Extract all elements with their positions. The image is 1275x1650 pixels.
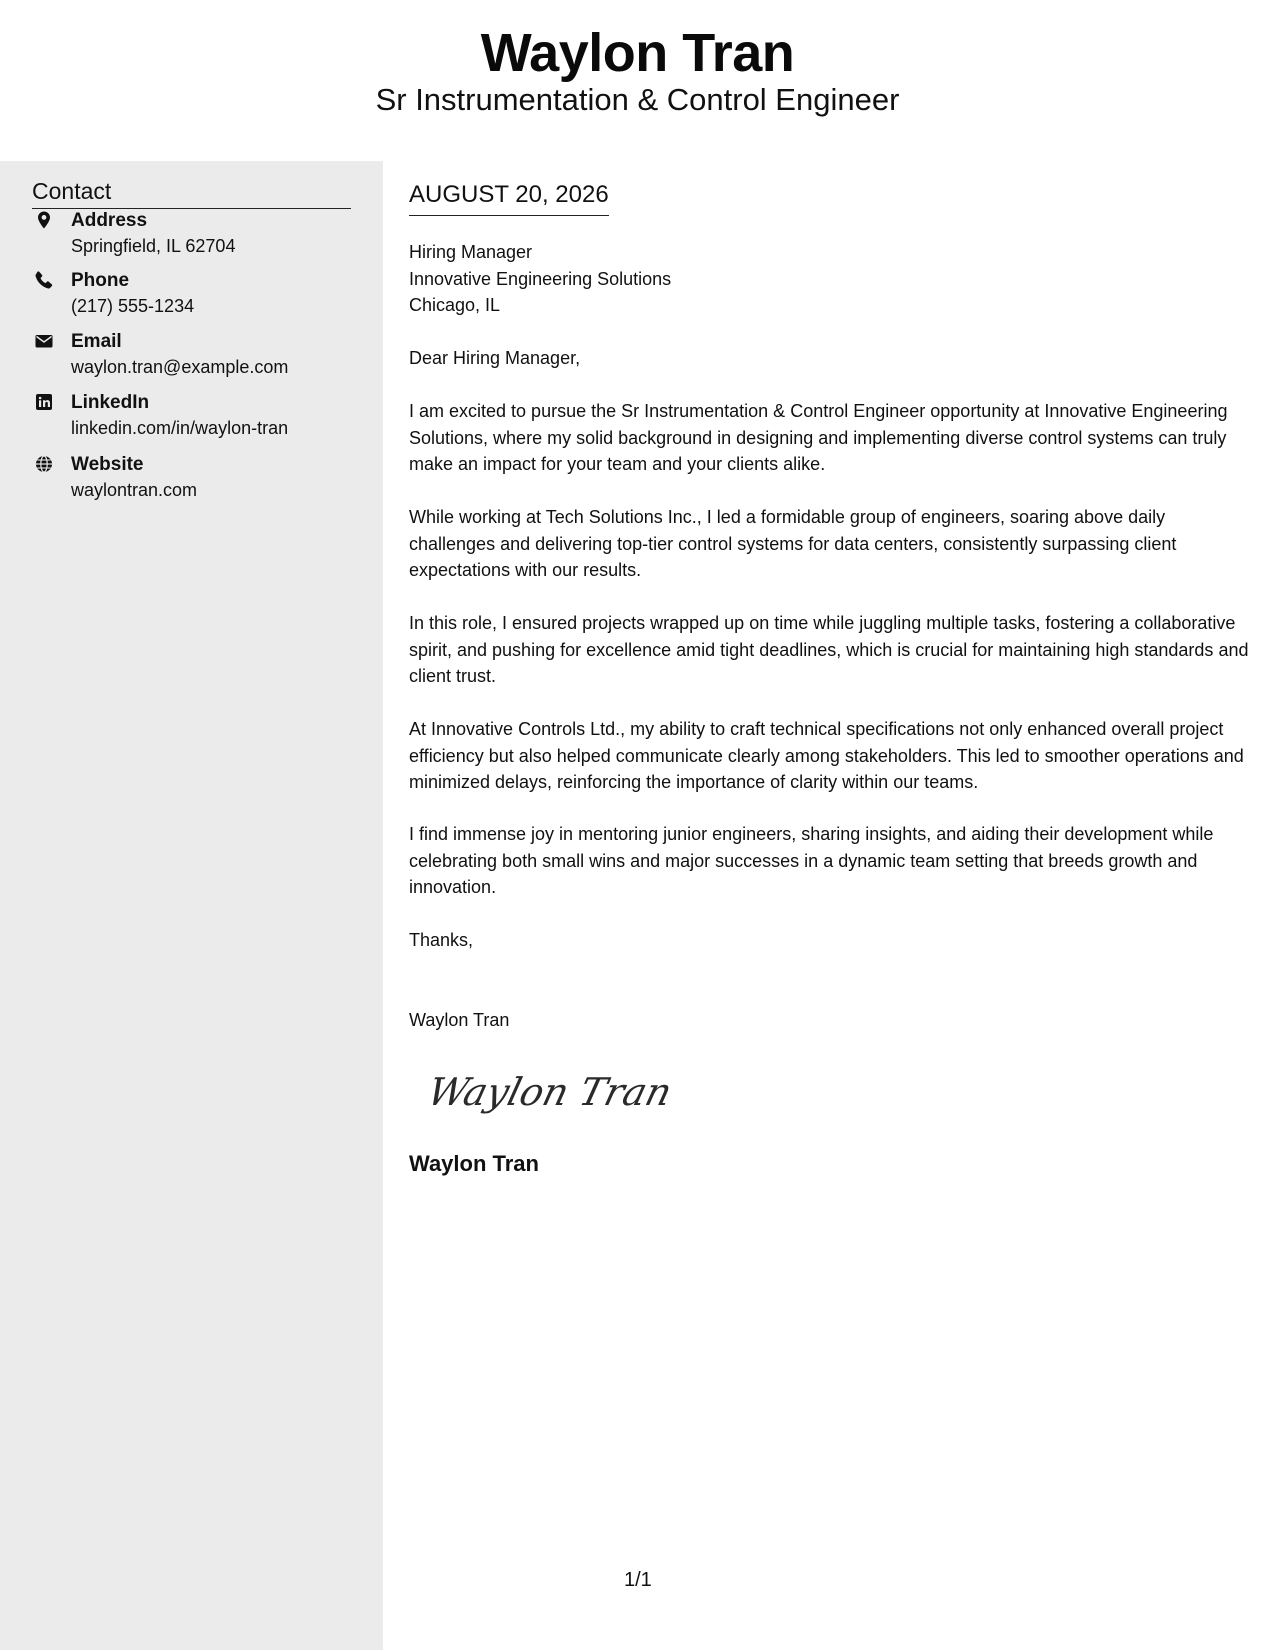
paragraph-2: While working at Tech Solutions Inc., I led a formidable group of engineers, soaring above daily challenges and delivering top-tier control systems for data centers, consistently surpassing client expectations with our results. xyxy=(409,507,1177,580)
phone-icon xyxy=(34,270,54,290)
linkedin-value: linkedin.com/in/waylon-tran xyxy=(71,418,289,438)
recipient-block xyxy=(409,239,671,319)
contact-sidebar xyxy=(0,161,383,1650)
phone-label: Phone xyxy=(71,270,130,291)
salutation: Dear Hiring Manager, xyxy=(409,348,581,368)
letter-header xyxy=(0,0,1275,161)
handwritten-signature xyxy=(423,1059,677,1123)
linkedin-icon xyxy=(34,392,54,412)
signature-text: Waylon Tran xyxy=(423,1070,677,1115)
recipient-name: Hiring Manager xyxy=(409,242,533,262)
recipient-company: Innovative Engineering Solutions xyxy=(409,268,672,289)
letter-date: AUGUST 20, 2026 xyxy=(409,179,609,216)
email-label: Email xyxy=(71,331,122,352)
signature-name: Waylon Tran xyxy=(409,1151,539,1176)
page-number: 1/1 xyxy=(624,1569,652,1591)
paragraph-1: I am excited to pursue the Sr Instrumentation & Control Engineer opportunity at Innovative Engineering Solutions, where my solid background in designing and implementing diverse control systems can truly make an impact for your team and your clients alike. xyxy=(409,401,1228,474)
signoff-name: Waylon Tran xyxy=(409,1010,510,1030)
map-pin-icon xyxy=(34,210,54,230)
recipient-location: Chicago, IL xyxy=(409,295,501,315)
phone-value: (217) 555-1234 xyxy=(71,296,195,316)
website-value: waylontran.com xyxy=(71,480,198,500)
closing: Thanks, xyxy=(409,930,474,950)
email-value: waylon.tran@example.com xyxy=(71,357,289,377)
applicant-name: Waylon Tran xyxy=(480,23,795,83)
address-label: Address xyxy=(71,210,148,231)
letter-body xyxy=(409,161,1255,1650)
website-label: Website xyxy=(71,454,144,475)
paragraph-3: In this role, I ensured projects wrapped up on time while juggling multiple tasks, fostering a collaborative spirit, and pushing for excellence amid tight deadlines, which is crucial for maintaining high standards and client trust. xyxy=(409,613,1249,686)
globe-icon xyxy=(34,454,54,474)
envelope-icon xyxy=(34,331,54,351)
applicant-title: Sr Instrumentation & Control Engineer xyxy=(375,82,900,117)
linkedin-label: LinkedIn xyxy=(71,392,150,413)
paragraph-4: At Innovative Controls Ltd., my ability to craft technical specifications not only enhanced overall project efficiency but also helped communicate clearly among stakeholders. This led to smoother operations and minimized delays, reinforcing the importance of clarity within our teams. xyxy=(409,719,1244,792)
address-value: Springfield, IL 62704 xyxy=(71,236,236,256)
contact-heading: Contact xyxy=(32,175,351,209)
paragraph-5: I find immense joy in mentoring junior engineers, sharing insights, and aiding their development while celebrating both small wins and major successes in a dynamic team setting that breeds growth and innovation. xyxy=(409,824,1214,897)
